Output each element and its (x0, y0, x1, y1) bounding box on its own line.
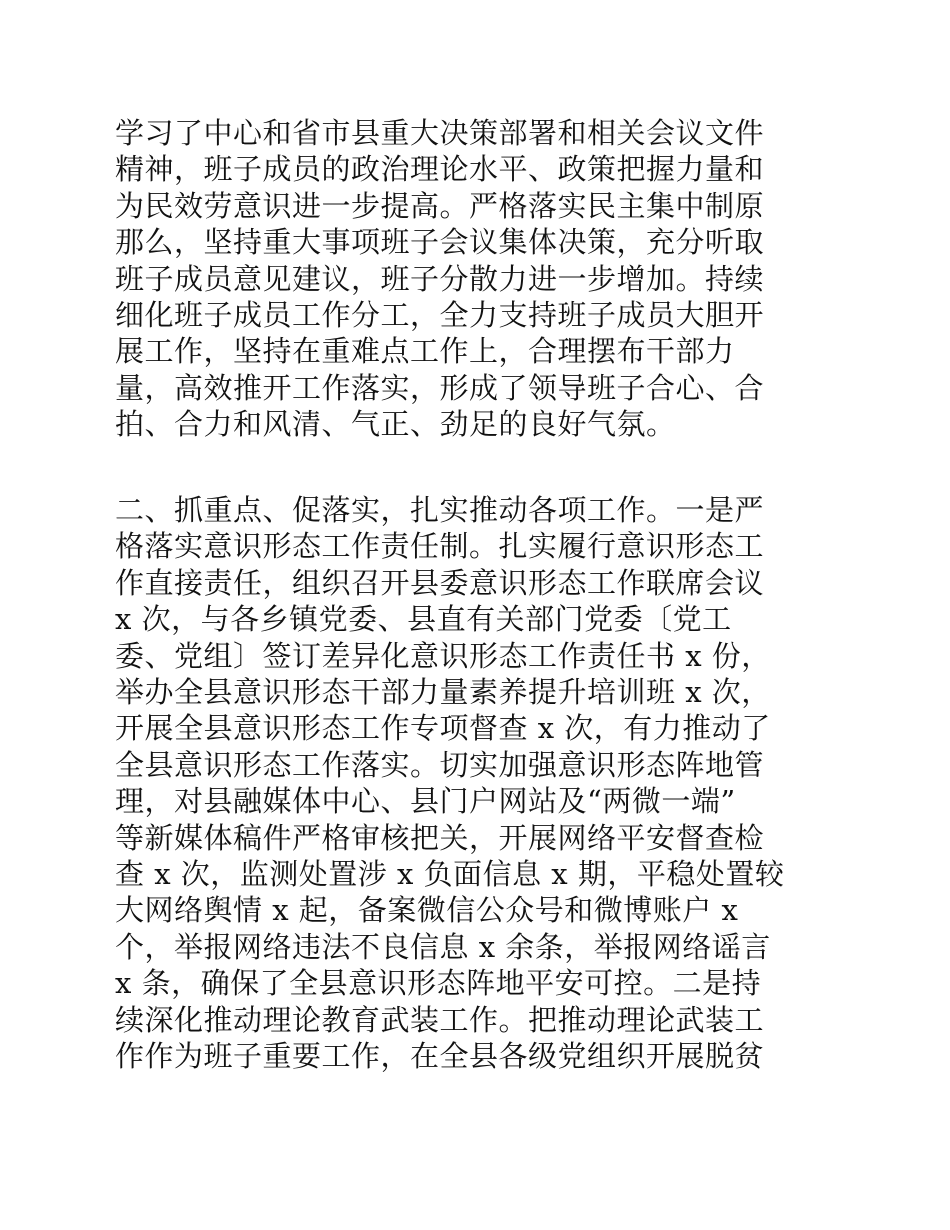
text-line: 学习了中心和省市县重大决策部署和相关会议文件 (115, 116, 765, 150)
paragraph-1 (115, 115, 835, 443)
text-line: 拍、合力和风清、气正、劲足的良好气氛。 (115, 407, 676, 442)
text-line: 精神，班子成员的政治理论水平、政策把握力量和 (115, 152, 765, 187)
text-line: x 条，确保了全县意识形态阵地平安可控。二是持 (115, 966, 762, 1001)
text-line: 等新媒体稿件严格审核把关，开展网络平安督查检 (115, 820, 765, 855)
text-line: 全县意识形态工作落实。切实加强意识形态阵地管 (115, 747, 765, 782)
text-line: 那么，坚持重大事项班子会议集体决策，充分听取 (115, 225, 765, 260)
text-line: 续深化推动理论教育武装工作。把推动理论武装工 (115, 1002, 765, 1037)
text-line: 格落实意识形态工作责任制。扎实履行意识形态工 (115, 529, 765, 564)
text-line: 大网络舆情 x 起，备案微信公众号和微博账户 x (115, 893, 739, 928)
text-line: 开展全县意识形态工作专项督查 x 次，有力推动了 (115, 711, 771, 746)
text-line: 细化班子成员工作分工，全力支持班子成员大胆开 (115, 298, 765, 333)
text-line: 二、抓重点、促落实，扎实推动各项工作。一是严 (115, 493, 765, 527)
text-line: 作直接责任，组织召开县委意识形态工作联席会议 (115, 565, 765, 600)
paragraph-2 (115, 492, 835, 1075)
text-line: 查 x 次，监测处置涉 x 负面信息 x 期，平稳处置较 (115, 857, 785, 892)
text-line: 为民效劳意识进一步提高。严格落实民主集中制原 (115, 188, 765, 223)
text-line: 班子成员意见建议，班子分散力进一步增加。持续 (115, 261, 765, 296)
text-line: 理，对县融媒体中心、县门户网站及“两微一端” (115, 784, 736, 819)
text-line: 量，高效推开工作落实，形成了领导班子合心、合 (115, 370, 765, 405)
text-line: 委、党组〕签订差异化意识形态工作责任书 x 份， (115, 638, 771, 673)
text-line: 个，举报网络违法不良信息 x 余条，举报网络谣言 (115, 929, 771, 964)
text-line: x 次，与各乡镇党委、县直有关部门党委〔党工 (115, 602, 732, 637)
text-line: 举办全县意识形态干部力量素养提升培训班 x 次， (115, 675, 771, 710)
text-line: 作作为班子重要工作，在全县各级党组织开展脱贫 (115, 1039, 765, 1074)
text-line: 展工作，坚持在重难点工作上，合理摆布干部力 (115, 334, 735, 369)
